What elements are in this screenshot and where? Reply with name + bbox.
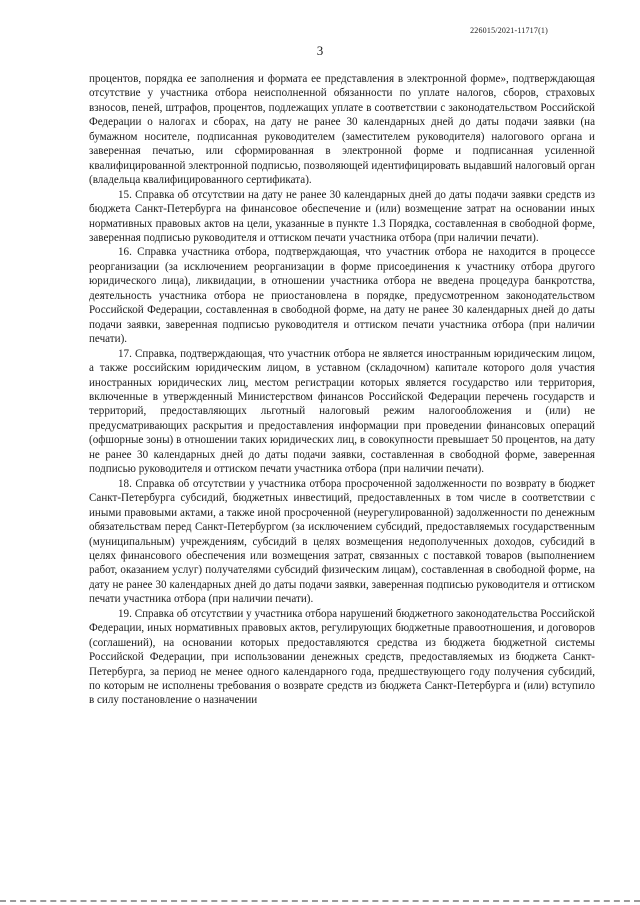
document-registration-number: 226015/2021-11717(1) — [470, 26, 548, 35]
document-body — [89, 72, 595, 708]
page-number: 3 — [316, 43, 324, 58]
paragraph-item-16: 16. Справка участника отбора, подтверждающая, что участник отбора не находится в процессе реорганизации (за исключением реорганизации в форме присоединения к участнику отбора другого юридического лица), ликвидации, в отношении участника отбора не введена процедура банкротства, деятельность участника отбора не приостановлена в порядке, предусмотренном законодательством Российской Федерации, составленная в свободной форме, на дату не ранее 30 календарных дней до даты подачи заявки, заверенная подписью руководителя и оттиском печати участника отбора (при наличии печати). — [89, 246, 595, 346]
paragraph-item-18: 18. Справка об отсутствии у участника отбора просроченной задолженности по возврату в бюджет Санкт-Петербурга субсидий, бюджетных инвестиций, предоставленных в том числе в соответствии с иными правовыми актами, а также иной просроченной (неурегулированной) задолженности по денежным обязательствам перед Санкт-Петербургом (за исключением субсидий, предоставляемых государственным (муниципальным) учреждениям, субсидий в целях возмещения недополученных доходов, субсидий в целях финансового обеспечения или возмещения затрат, связанных с поставкой товаров (выполнением работ, оказанием услуг) получателями субсидий физическим лицам), составленная в свободной форме, на дату не ранее 30 календарных дней до даты подачи заявки, заверенная подписью руководителя и оттиском печати участника отбора (при наличии печати). — [89, 477, 595, 606]
scan-bottom-edge — [0, 900, 640, 902]
paragraph-item-17: 17. Справка, подтверждающая, что участник отбора не является иностранным юридическим лицом, а также российским юридическим лицом, в уставном (складочном) капитале которого доля участия иностранных юридических лиц, местом регистрации которых является государство или территория, включенные в утвержденный Министерством финансов Российской Федерации перечень государств и территорий, предоставляющих льготный налоговый режим налогообложения и (или) не предусматривающих раскрытия и предоставления информации при проведении финансовых операций (офшорные зоны) в отношении таких юридических лиц, в совокупности превышает 50 процентов, на дату не ранее 30 календарных дней до даты подачи заявки, составленная в свободной форме, заверенная подписью руководителя и оттиском печати участника отбора (при наличии печати). — [89, 347, 595, 476]
paragraph-continuation: процентов, порядка ее заполнения и формата ее представления в электронной форме», подтверждающая отсутствие у участника отбора неисполненной обязанности по уплате налогов, сборов, страховых взносов, пеней, штрафов, процентов, подлежащих уплате в соответствии с законодательством Российской Федерации о налогах и сборах, на дату не ранее 30 календарных дней до даты подачи заявки (на бумажном носителе, подписанная руководителем (заместителем руководителя) налогового органа и заверенная печатью, или сформированная в электронной форме и подписанная усиленной квалифицированной электронной подписью, позволяющей идентифицировать выдавший налоговый орган (владельца квалифицированного сертификата). — [89, 73, 595, 187]
paragraph-item-15: 15. Справка об отсутствии на дату не ранее 30 календарных дней до даты подачи заявки средств из бюджета Санкт-Петербурга на финансовое обеспечение и (или) возмещение затрат на основании иных нормативных правовых актов на цели, указанные в пункте 1.3 Порядка, составленная в свободной форме, заверенная подписью руководителя и оттиском печати участника отбора (при наличии печати). — [89, 188, 595, 244]
paragraph-item-19: 19. Справка об отсутствии у участника отбора нарушений бюджетного законодательства Российской Федерации, иных нормативных правовых актов, регулирующих бюджетные правоотношения, и договоров (соглашений), на основании которых предоставляются средства из бюджета бюджетной системы Российской Федерации, при использовании денежных средств, предоставляемых из бюджета Санкт-Петербурга, за период не менее одного календарного года, предшествующего году получения субсидий, по которым не исполнены требования о возврате средств из бюджета Санкт-Петербурга и (или) вступило в силу постановление о назначении — [89, 607, 595, 707]
